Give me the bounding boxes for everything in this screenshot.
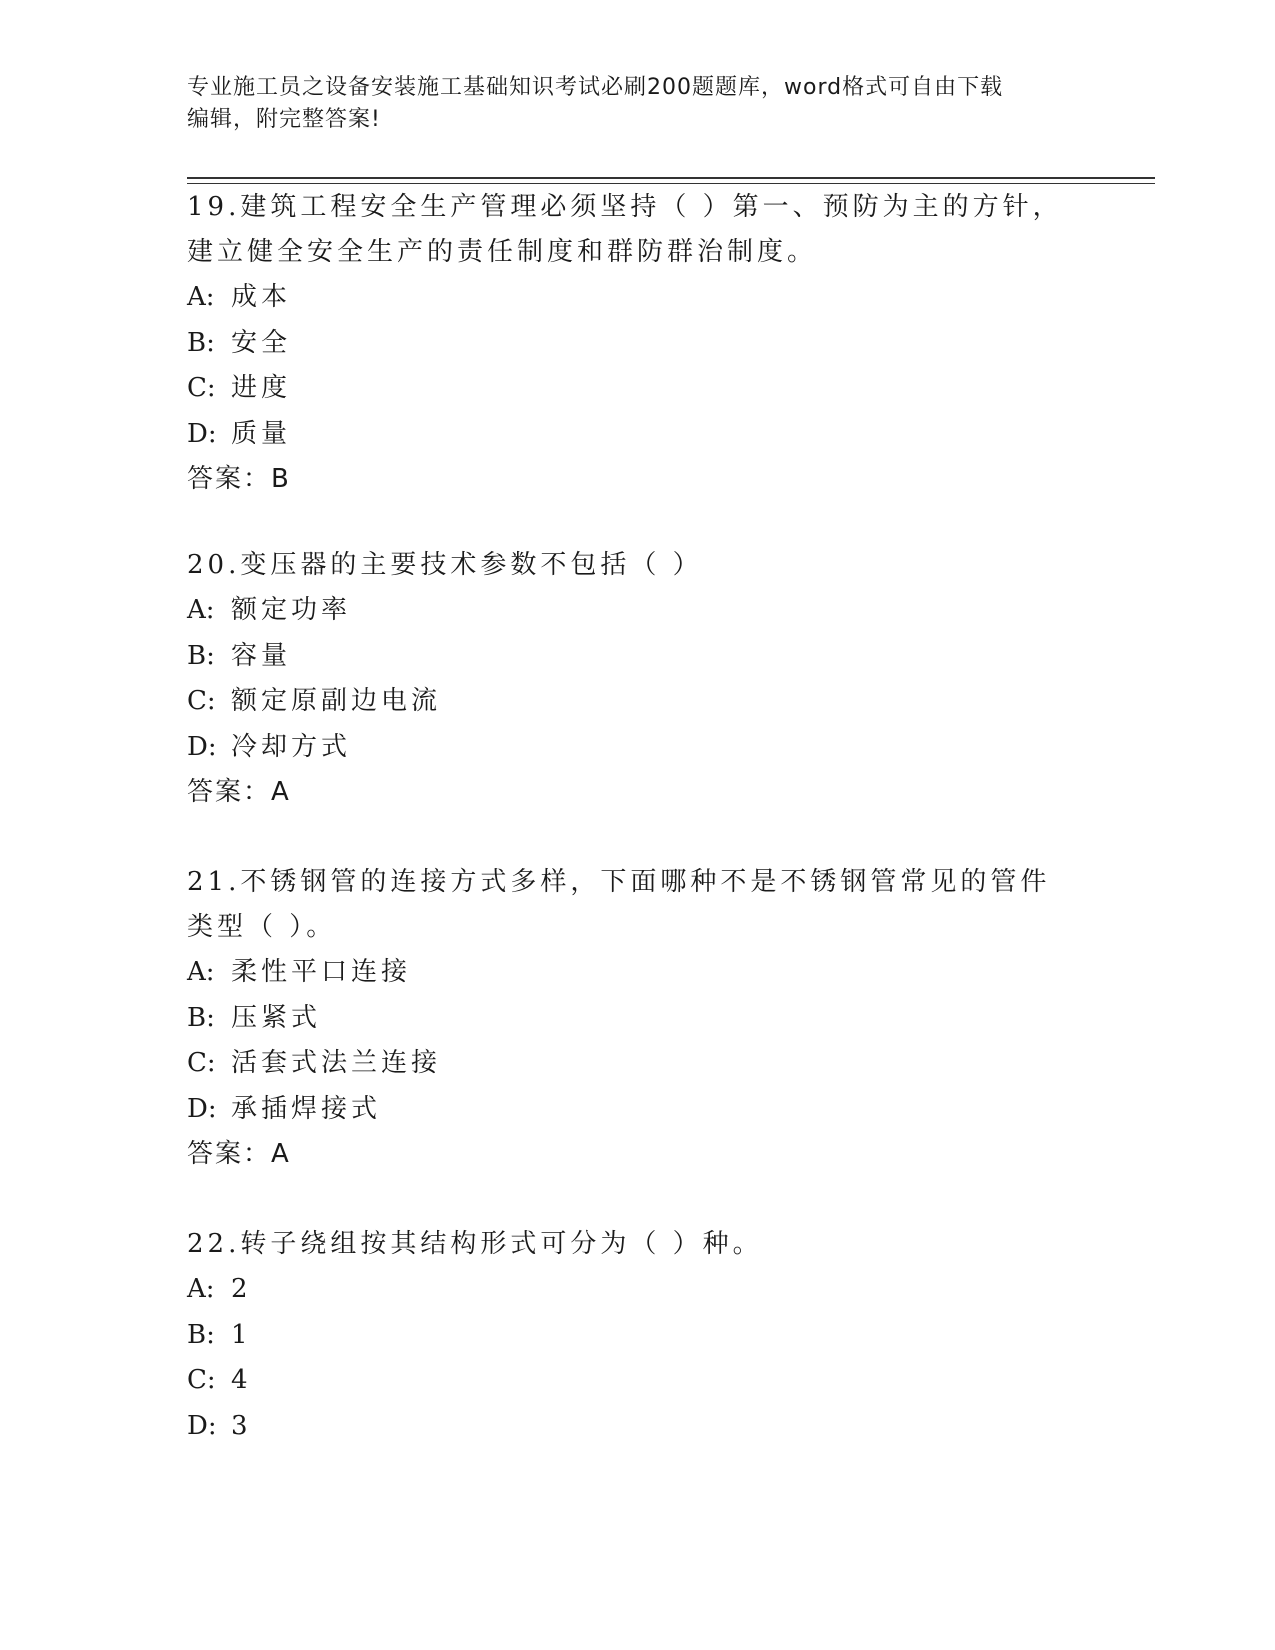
option-a [187, 588, 1077, 634]
option-letter: B: [187, 1002, 215, 1033]
option-letter: C: [187, 1048, 216, 1078]
document-header [187, 72, 1067, 136]
option-letter: C: [187, 1365, 216, 1395]
option-letter: C: [187, 686, 216, 716]
question-stem: 19.建筑工程安全生产管理必须坚持（ ）第一、预防为主的方针，建立健全安全生产的责任制度和群防群治制度。 [187, 192, 1063, 267]
option-b [187, 321, 1077, 367]
option-text: 柔性平口连接 [231, 957, 412, 987]
option-text: 质量 [231, 418, 292, 449]
question-21 [187, 860, 1077, 1177]
option-letter: B: [187, 327, 215, 358]
option-text: 额定功率 [231, 595, 352, 625]
option-c [187, 679, 1077, 725]
option-b [187, 996, 1077, 1042]
option-text: 压紧式 [231, 1002, 322, 1033]
option-text: 承插焊接式 [231, 1093, 382, 1124]
option-letter: A: [187, 595, 215, 625]
option-d [187, 1087, 1077, 1133]
option-text: 2 [231, 1274, 252, 1304]
option-d [187, 412, 1077, 458]
option-letter: A: [187, 957, 215, 987]
option-text: 进度 [231, 373, 292, 403]
option-text: 安全 [231, 327, 292, 358]
answer-line: 答案：A [187, 777, 291, 807]
option-b [187, 1313, 1077, 1359]
option-letter: B: [187, 1319, 215, 1350]
question-stem: 20.变压器的主要技术参数不包括（ ） [187, 550, 703, 580]
option-letter: C: [187, 373, 216, 403]
option-c [187, 366, 1077, 412]
option-letter: D: [187, 1093, 217, 1124]
header-divider-thick [187, 177, 1155, 179]
option-letter: D: [187, 731, 217, 762]
question-19 [187, 185, 1077, 502]
option-text: 成本 [231, 282, 292, 312]
option-letter: A: [187, 282, 215, 312]
option-letter: D: [187, 418, 217, 449]
question-22 [187, 1222, 1077, 1449]
header-line-2: 编辑，附完整答案! [187, 107, 381, 132]
answer-line: 答案：A [187, 1139, 291, 1169]
option-c [187, 1041, 1077, 1087]
option-c [187, 1358, 1077, 1404]
option-a [187, 275, 1077, 321]
option-letter: A: [187, 1274, 215, 1304]
option-text: 活套式法兰连接 [231, 1048, 442, 1078]
option-text: 冷却方式 [231, 731, 352, 762]
option-text: 容量 [231, 640, 292, 671]
option-text: 4 [231, 1365, 252, 1395]
question-stem: 22.转子绕组按其结构形式可分为（ ）种。 [187, 1229, 763, 1259]
option-d [187, 725, 1077, 771]
option-text: 3 [231, 1410, 252, 1441]
question-20 [187, 543, 1077, 815]
option-text: 额定原副边电流 [231, 686, 442, 716]
header-divider-thin [187, 183, 1155, 184]
answer-line: 答案：B [187, 464, 291, 494]
option-letter: B: [187, 640, 215, 671]
option-b [187, 634, 1077, 680]
option-d [187, 1404, 1077, 1450]
header-line-1: 专业施工员之设备安装施工基础知识考试必刷200题题库，word格式可自由下载 [187, 75, 1004, 100]
option-a [187, 950, 1077, 996]
option-a [187, 1267, 1077, 1313]
option-text: 1 [231, 1319, 252, 1350]
question-stem: 21.不锈钢管的连接方式多样，下面哪种不是不锈钢管常见的管件类型（ ）。 [187, 867, 1051, 942]
option-letter: D: [187, 1410, 217, 1441]
